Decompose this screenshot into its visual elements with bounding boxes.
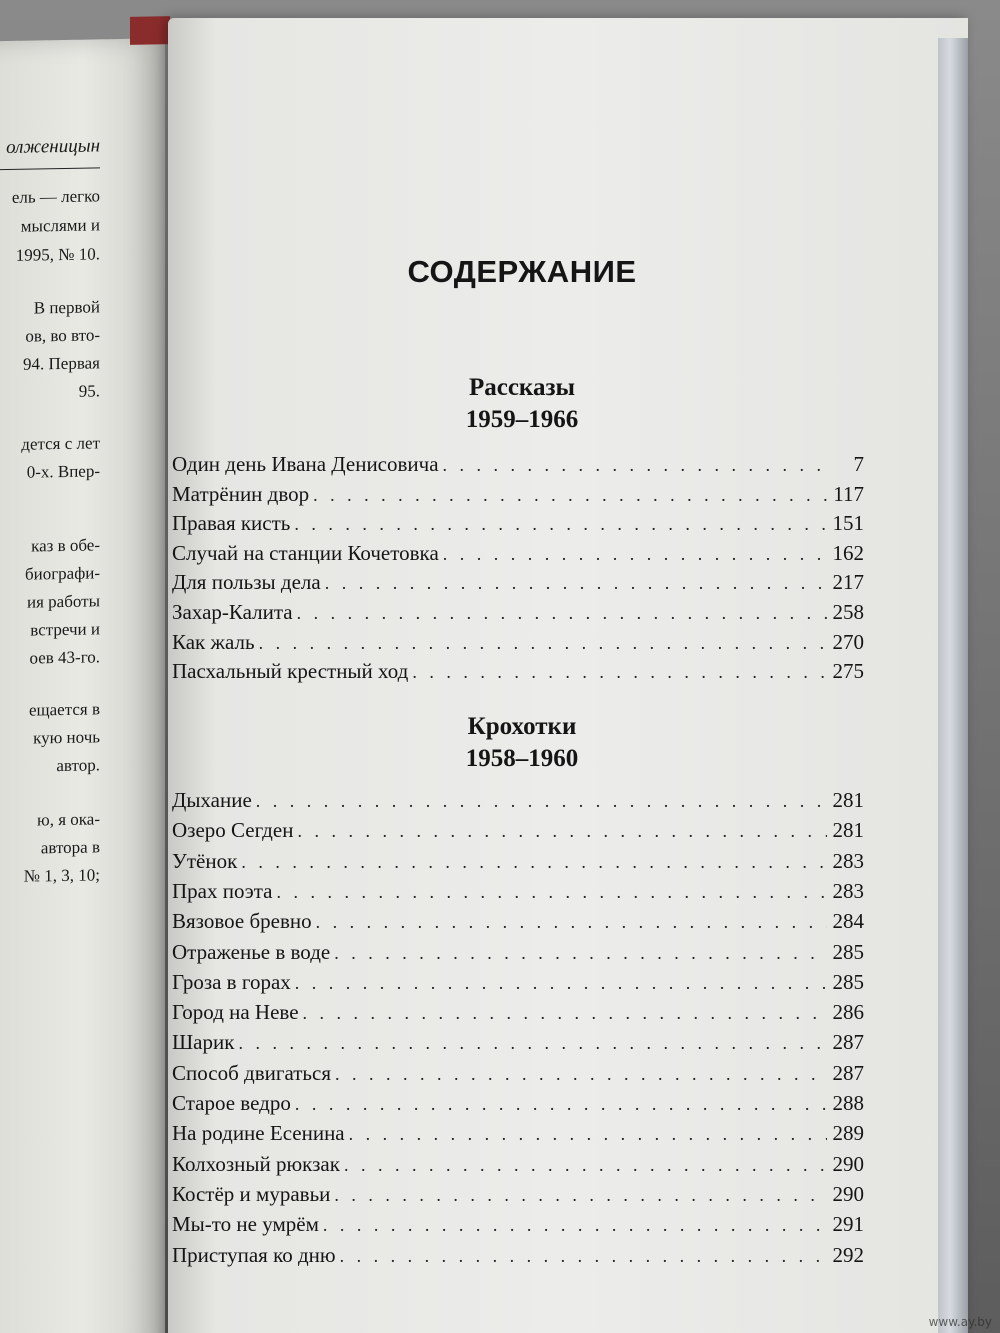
left-line: 1995, № 10. xyxy=(15,244,100,265)
left-line: № 1, 3, 10; xyxy=(23,865,100,886)
dot-leader xyxy=(325,573,827,594)
toc-entry-title: Прах поэта xyxy=(172,878,273,903)
toc-entry xyxy=(172,818,864,848)
left-line: автор. xyxy=(56,755,100,776)
toc-entry xyxy=(172,659,864,689)
toc-entry-page: 288 xyxy=(832,1091,864,1115)
toc-entry xyxy=(172,541,864,571)
dot-leader xyxy=(297,603,827,624)
section-heading xyxy=(172,711,872,775)
toc-entry-title: Отраженье в воде xyxy=(172,939,331,964)
dot-leader xyxy=(316,912,827,933)
dot-leader xyxy=(323,1215,827,1236)
left-line: ещается в xyxy=(28,699,100,720)
toc-entry xyxy=(172,600,864,630)
toc-entry xyxy=(172,511,864,541)
page-stack-edge xyxy=(938,38,968,1333)
toc-entry-page: 287 xyxy=(832,1030,864,1055)
dot-leader xyxy=(334,1185,826,1206)
toc-entry-page: 258 xyxy=(832,600,864,624)
toc-entry-page: 270 xyxy=(832,629,864,654)
toc-entry-title: Матрёнин двор xyxy=(172,481,310,506)
toc-entry xyxy=(172,1061,864,1091)
toc-entry-title: Озеро Сегден xyxy=(172,818,294,843)
toc-entry-page: 283 xyxy=(832,848,864,873)
left-line: мыслями и xyxy=(20,215,100,236)
toc-entry-title: Вязовое бревно xyxy=(172,909,312,934)
toc-entry-page: 291 xyxy=(832,1212,864,1237)
dot-leader xyxy=(344,1155,827,1176)
toc-entry-title: Гроза в горах xyxy=(172,969,291,994)
dot-leader xyxy=(297,821,826,842)
toc-entry-page: 290 xyxy=(832,1151,864,1176)
toc-entry-title: Приступая ко дню xyxy=(172,1242,336,1267)
toc-entry-page: 286 xyxy=(832,1000,864,1025)
dot-leader xyxy=(412,662,826,683)
left-line: оев 43-го. xyxy=(29,647,100,668)
dot-leader xyxy=(334,943,826,964)
toc-entry-page: 7 xyxy=(853,452,864,476)
dot-leader xyxy=(443,455,828,476)
dot-leader xyxy=(256,791,827,812)
left-line: ия работы xyxy=(27,591,100,612)
toc-entry-page: 285 xyxy=(832,939,864,964)
book-cover-edge xyxy=(130,16,170,45)
toc-entry-title: Старое ведро xyxy=(172,1091,291,1115)
toc-entry xyxy=(172,1030,864,1060)
toc-entry xyxy=(172,1212,864,1242)
left-page xyxy=(0,38,165,1333)
toc-entry xyxy=(172,482,864,512)
toc-entry xyxy=(172,570,864,600)
section-years: 1959–1966 xyxy=(465,406,579,433)
toc-entry-title: Как жаль xyxy=(172,629,255,654)
toc-entry-title: Способ двигаться xyxy=(172,1060,331,1085)
left-line: ель — легко xyxy=(11,186,100,207)
toc-entry-title: Город на Неве xyxy=(172,1000,299,1025)
toc-entry xyxy=(172,1121,864,1151)
toc-entry-page: 162 xyxy=(832,540,864,565)
toc-entry-page: 217 xyxy=(832,570,864,595)
toc-entry xyxy=(172,1243,864,1273)
toc-entry xyxy=(172,1091,864,1121)
dot-leader xyxy=(294,514,826,535)
toc-entry-page: 151 xyxy=(832,511,864,536)
toc-entry xyxy=(172,1152,864,1182)
dot-leader xyxy=(295,973,827,994)
dot-leader xyxy=(241,852,826,873)
toc-entry-page: 117 xyxy=(833,481,864,506)
left-line: 95. xyxy=(78,381,100,401)
toc-entry xyxy=(172,940,864,970)
page-title: СОДЕРЖАНИЕ xyxy=(407,254,637,289)
dot-leader xyxy=(335,1064,827,1085)
dot-leader xyxy=(313,485,827,506)
watermark: www.ay.by xyxy=(928,1315,992,1329)
toc-entry-page: 290 xyxy=(832,1181,864,1206)
dot-leader xyxy=(340,1246,827,1267)
left-line: ов, во вто- xyxy=(25,325,100,346)
toc-entry-page: 281 xyxy=(832,788,864,812)
left-line: В первой xyxy=(33,297,100,318)
toc-entry xyxy=(172,452,864,482)
section-title: Крохотки xyxy=(467,713,577,740)
toc-entry xyxy=(172,909,864,939)
dot-leader xyxy=(303,1003,827,1024)
toc-entry-title: Захар-Калита xyxy=(172,600,293,624)
toc-entry-page: 285 xyxy=(832,969,864,994)
left-line: встречи и xyxy=(30,619,100,640)
running-head-rule xyxy=(0,167,100,170)
toc-entry xyxy=(172,788,864,818)
left-line: 0-х. Впер- xyxy=(26,461,100,482)
toc-entry-title: Костёр и муравьи xyxy=(172,1181,331,1206)
toc-entry xyxy=(172,1182,864,1212)
toc-entry-title: Утёнок xyxy=(172,848,238,873)
toc-entry-title: Один день Ивана Денисовича xyxy=(172,452,439,476)
toc-entry-title: Случай на станции Кочетовка xyxy=(172,540,439,565)
left-line: каз в обе- xyxy=(31,535,100,556)
toc-entry-page: 287 xyxy=(832,1060,864,1085)
toc-entry xyxy=(172,970,864,1000)
dot-leader xyxy=(443,544,827,565)
toc-entry xyxy=(172,849,864,879)
toc-entry-page: 281 xyxy=(832,818,864,843)
section-heading xyxy=(172,372,872,436)
toc-entry xyxy=(172,630,864,660)
toc-entry-page: 289 xyxy=(832,1121,864,1146)
left-line: дется с лет xyxy=(21,433,100,454)
toc-entry-title: Шарик xyxy=(172,1030,235,1055)
left-line: кую ночь xyxy=(33,727,100,748)
left-line: ю, я ока- xyxy=(37,809,100,830)
toc-entry-page: 283 xyxy=(832,878,864,903)
dot-leader xyxy=(295,1094,827,1115)
toc-entry-title: Дыхание xyxy=(172,788,252,812)
toc-entry-page: 284 xyxy=(832,909,864,934)
left-page-text xyxy=(0,39,100,886)
dot-leader xyxy=(349,1124,827,1145)
toc-entry-page: 275 xyxy=(832,659,864,684)
toc-entry-page: 292 xyxy=(832,1242,864,1267)
toc-entry-title: Пасхальный крестный ход xyxy=(172,659,409,684)
section-title: Рассказы xyxy=(468,374,576,401)
toc-entry-title: Колхозный рюкзак xyxy=(172,1151,340,1176)
toc-entry-title: На родине Есенина xyxy=(172,1121,345,1146)
toc-entry-title: Правая кисть xyxy=(172,511,291,536)
running-head-author: олженицын xyxy=(6,135,100,158)
toc-entry xyxy=(172,1000,864,1030)
left-line: автора в xyxy=(40,837,100,858)
left-line: биографи- xyxy=(24,563,100,584)
left-line: 94. Первая xyxy=(23,353,100,374)
toc-entry xyxy=(172,879,864,909)
toc-entry-title: Для пользы дела xyxy=(172,570,321,595)
section-years: 1958–1960 xyxy=(465,745,579,772)
dot-leader xyxy=(259,633,827,654)
dot-leader xyxy=(238,1033,826,1054)
toc-entry-title: Мы-то не умрём xyxy=(172,1212,319,1237)
dot-leader xyxy=(277,882,827,903)
